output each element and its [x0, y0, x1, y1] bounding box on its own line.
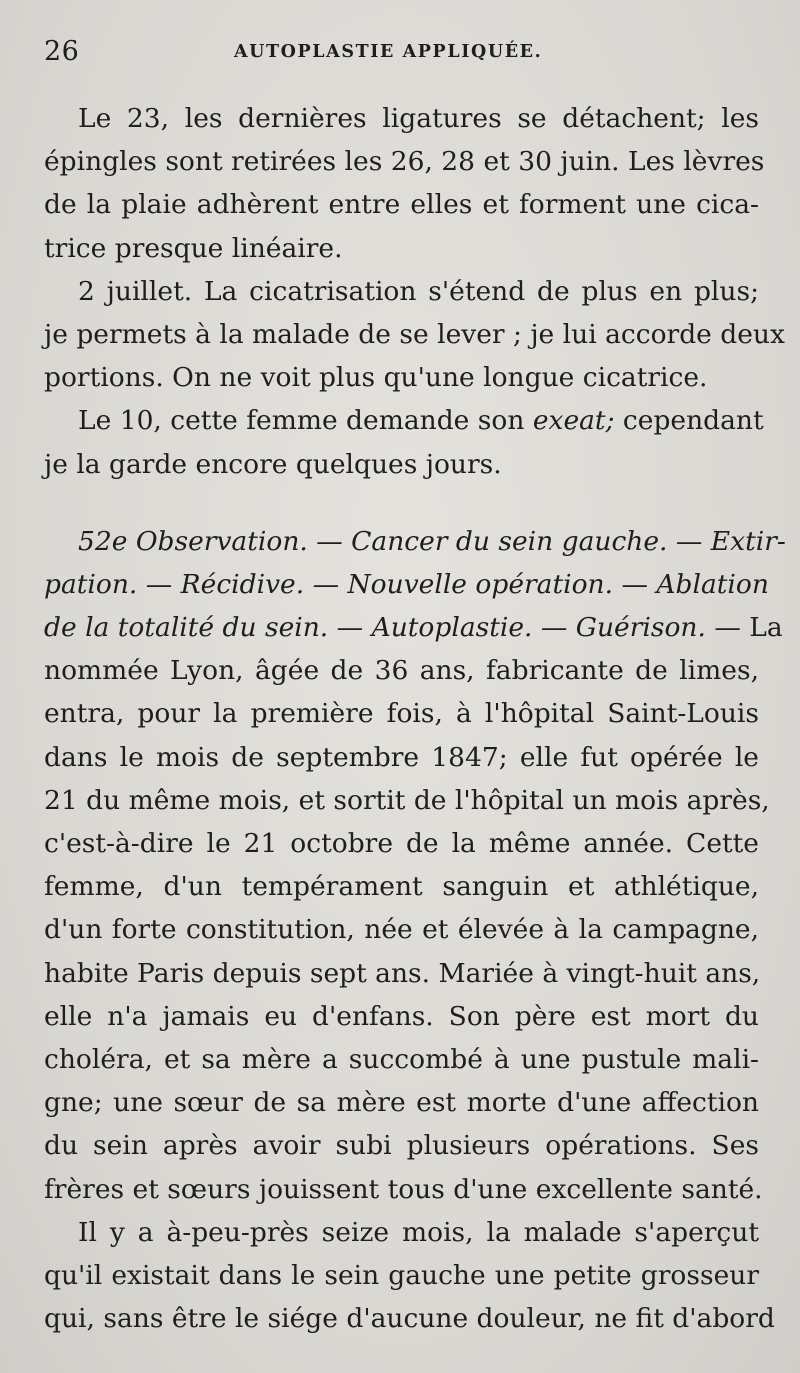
italic-term: exeat; [532, 405, 615, 437]
text-line: d'un forte constitution, née et élevée à la campagne, [44, 914, 759, 946]
page-header [44, 36, 756, 76]
text-line: portions. On ne voit plus qu'une longue cicatrice. [44, 362, 708, 394]
text-line: épingles sont retirées les 26, 28 et 30 juin. Les lèvres [44, 146, 765, 178]
text-line: Le 23, les dernières ligatures se détachent; les [78, 103, 759, 134]
page-number: 26 [44, 36, 80, 67]
text-line: habite Paris depuis sept ans. Mariée à vingt-huit ans, [44, 957, 761, 989]
text-line: frères et sœurs jouissent tous d'une excellente santé. [44, 1173, 763, 1205]
body-text [44, 97, 786, 1340]
text-line: femme, d'un tempérament sanguin et athlétique, [44, 871, 759, 903]
section-gap [44, 486, 759, 520]
text-line: trice presque linéaire. [44, 232, 343, 264]
text-line: de la plaie adhèrent entre elles et forment une cica- [44, 189, 759, 221]
observation-heading-line: 52e Observation. — Cancer du sein gauche. — Extir- [78, 525, 786, 557]
italic-heading-fragment: de la totalité du sein. — Autoplastie. — Guérison. [44, 612, 706, 644]
text-line: elle n'a jamais eu d'enfans. Son père est mort du [44, 1000, 759, 1032]
text-line: choléra, et sa mère a succombé à une pustule mali- [44, 1043, 759, 1075]
text-line: nommée Lyon, âgée de 36 ans, fabricante de limes, [44, 655, 759, 687]
text-line: c'est-à-dire le 21 octobre de la même année. Cette [44, 828, 759, 859]
text-fragment: Le 10, cette femme demande son [78, 405, 533, 437]
text-line: Il y a à-peu-près seize mois, la malade s'aperçut [78, 1216, 759, 1248]
text-line: qui, sans être le siége d'aucune douleur, ne fit d'abord [44, 1303, 775, 1335]
text-line: je la garde encore quelques jours. [44, 448, 502, 480]
text-line: gne; une sœur de sa mère est morte d'une affection [44, 1087, 759, 1119]
text-line: je permets à la malade de se lever ; je lui accorde deux [44, 318, 785, 350]
text-line: qu'il existait dans le sein gauche une petite grosseur [44, 1259, 759, 1291]
text-line: du sein après avoir subi plusieurs opérations. Ses [44, 1130, 759, 1162]
text-fragment: — La [705, 612, 783, 644]
text-line: 21 du même mois, et sortit de l'hôpital un mois après, [44, 784, 770, 816]
text-line: entra, pour la première fois, à l'hôpital Saint-Louis [44, 698, 759, 730]
text-fragment: cependant [614, 405, 764, 437]
observation-heading-line: pation. — Récidive. — Nouvelle opération. — Ablation [44, 568, 769, 600]
text-line [44, 399, 764, 442]
text-line: 2 juillet. La cicatrisation s'étend de plus en plus; [78, 275, 759, 307]
running-head: AUTOPLASTIE APPLIQUÉE. [234, 42, 543, 62]
observation-heading-line [44, 606, 783, 649]
text-line: dans le mois de septembre 1847; elle fut opérée le [44, 741, 759, 773]
